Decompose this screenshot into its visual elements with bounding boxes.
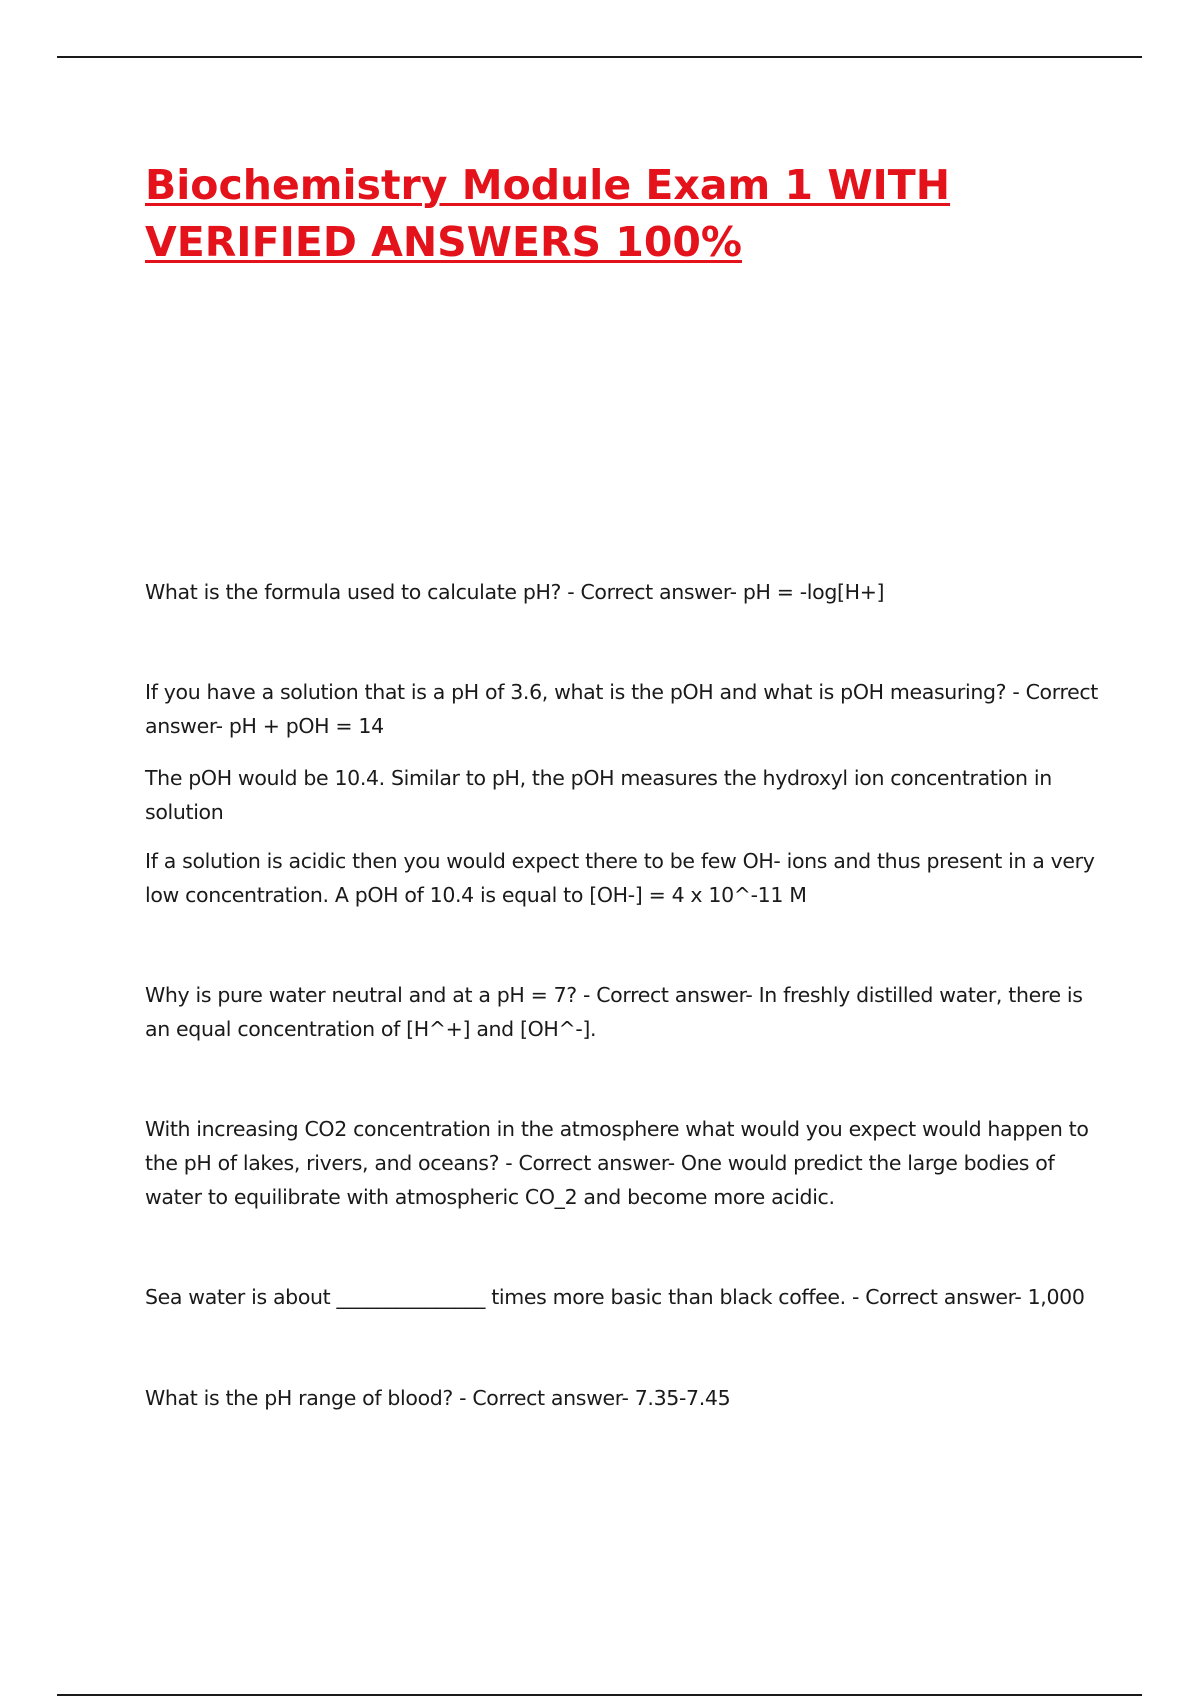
text-line: Sea water is about _______________ times more basic than black coffee. - Correct answer- 1,000 (145, 1285, 1085, 1309)
qa-blood-ph (145, 1381, 1095, 1415)
qa-ph-formula (145, 575, 1095, 609)
text-line: What is the formula used to calculate pH? - Correct answer- pH = -log[H+] (145, 580, 885, 604)
answer-poh-explanation (145, 761, 1095, 829)
text-line: answer- pH + pOH = 14 (145, 714, 384, 738)
text-line: What is the pH range of blood? - Correct answer- 7.35-7.45 (145, 1386, 731, 1410)
text-line: an equal concentration of [H^+] and [OH^-]. (145, 1017, 597, 1041)
text-line: The pOH would be 10.4. Similar to pH, the pOH measures the hydroxyl ion concentration in (145, 766, 1052, 790)
answer-acidic-solution (145, 844, 1095, 912)
header-rule (57, 56, 1142, 58)
text-line: water to equilibrate with atmospheric CO_2 and become more acidic. (145, 1185, 835, 1209)
text-line: the pH of lakes, rivers, and oceans? - Correct answer- One would predict the large bodies of (145, 1151, 1055, 1175)
text-line: low concentration. A pOH of 10.4 is equal to [OH-] = 4 x 10^-11 M (145, 883, 807, 907)
qa-pure-water-neutral (145, 978, 1095, 1046)
qa-poh-question (145, 675, 1098, 743)
text-line: If you have a solution that is a pH of 3.6, what is the pOH and what is pOH measuring? - Correct (145, 680, 1098, 704)
text-line: solution (145, 800, 224, 824)
text-line: With increasing CO2 concentration in the atmosphere what would you expect would happen to (145, 1117, 1089, 1141)
qa-sea-water (145, 1280, 1095, 1314)
document-title (145, 157, 1045, 271)
text-line: If a solution is acidic then you would expect there to be few OH- ions and thus present in a very (145, 849, 1095, 873)
title-line: Biochemistry Module Exam 1 WITH (145, 161, 951, 209)
title-line: VERIFIED ANSWERS 100% (145, 218, 742, 266)
footer-rule (57, 1694, 1142, 1696)
qa-co2-oceans (145, 1112, 1095, 1214)
text-line: Why is pure water neutral and at a pH = 7? - Correct answer- In freshly distilled water, there is (145, 983, 1083, 1007)
